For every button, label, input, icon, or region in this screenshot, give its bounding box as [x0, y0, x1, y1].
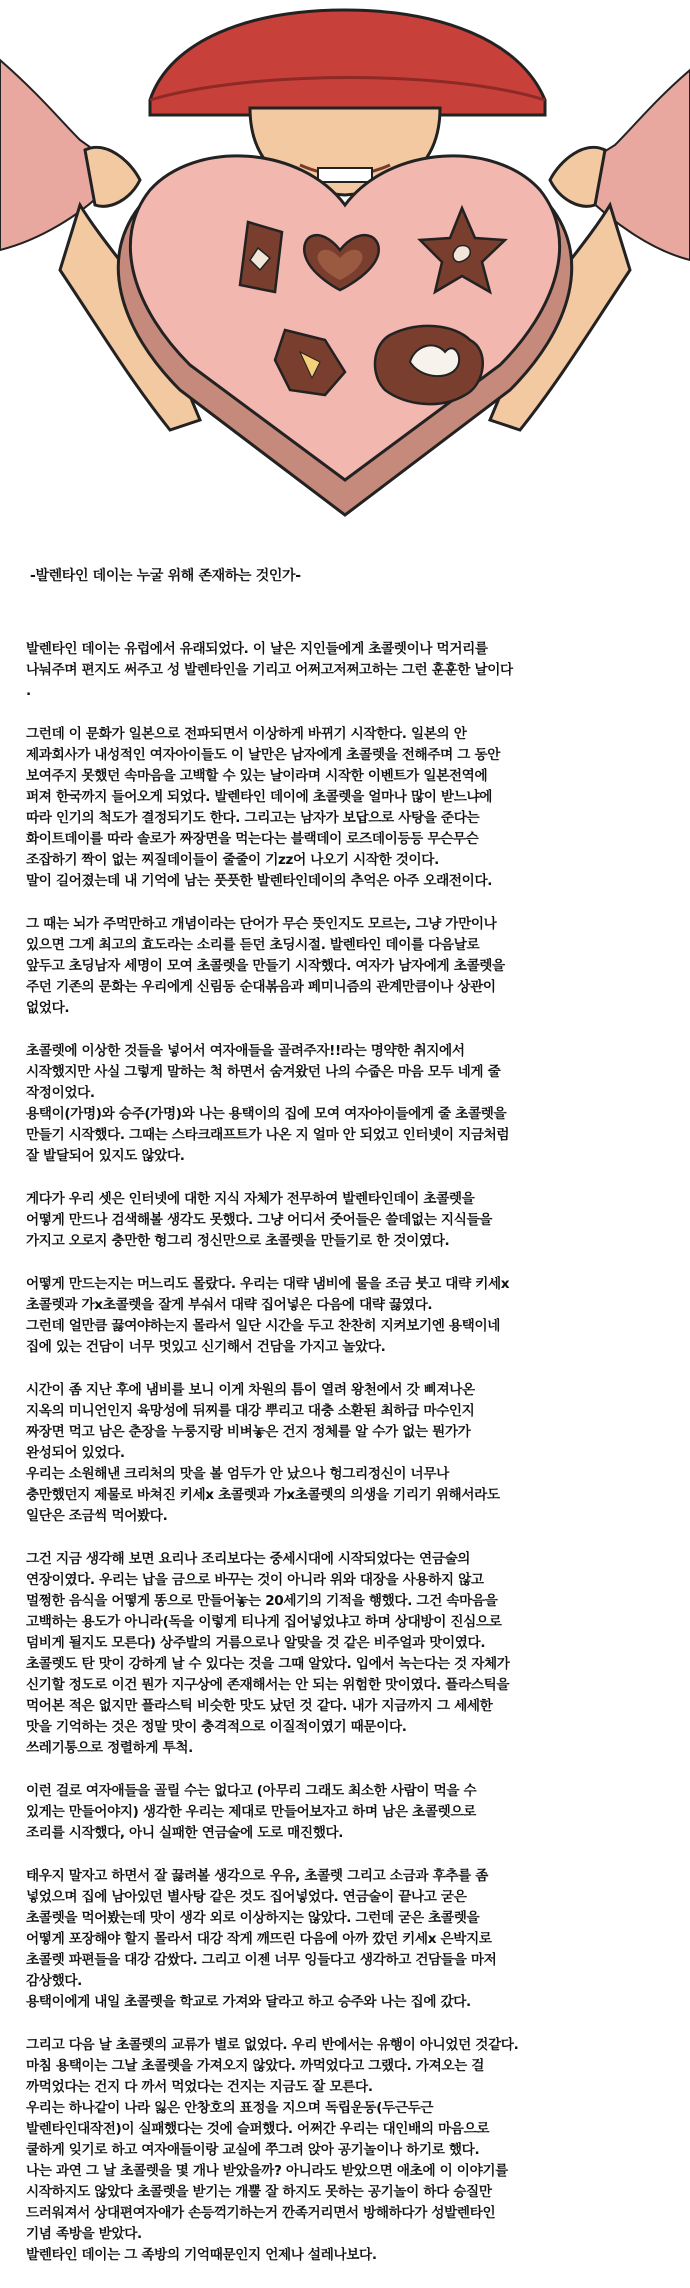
article [26, 566, 666, 2288]
valentine-chocolate-box-illustration [0, 0, 690, 520]
heart-box-icon [118, 156, 571, 515]
paragraph-1: 발렌타인 데이는 유럽에서 유래되었다. 이 날은 지인들에게 초콜렛이나 먹거리를 나눠주며 편지도 써주고 성 발렌타인을 기리고 어쩌고저쩌고하는 그런 훈훈한 날이다 . [26, 641, 513, 699]
paragraph-11: 그리고 다음 날 초콜렛의 교류가 별로 없었다. 우리 반에서는 유행이 아니었던 것같다. 마침 용택이는 그날 초콜렛을 가져오지 않았다. 까먹었다고 그랬다. 가져오는 걸 까먹었다는 건지 다 까서 먹었다는 건지는 지금도 잘 모른다. 우리는 하나같이 나라 잃은 안창호의 표정을 지으며 독립운동(두근두근 발렌타인대작전)이 실패했다는 것에 슬퍼했다. 어쩌간 우리는 대인배의 마음으로 쿨하게 잊기로 하고 여자애들이랑 교실에 쭈그려 앉아 공기놀이나 하기로 했다. 나는 과연 그 날 초콜렛을 몇 개나 받았을까? 아니라도 받았으면 애초에 이 이야기를 시작하지도 않았다 초콜렛을 받기는 개뿔 잘 하지도 못하는 공기놀이 하다 승질만 드러워져서 상대편여자애가 손등꺽기하는거 깐족거리면서 방해하다가 성발렌타인 기념 족방을 받았다. 발렌타인 데이는 그 족방의 기억때문인지 언제나 설레나보다. [26, 2037, 519, 2263]
paragraph-2: 그런데 이 문화가 일본으로 전파되면서 이상하게 바뀌기 시작한다. 일본의 안 제과회사가 내성적인 여자아이들도 이 날만은 남자에게 초콜렛을 전해주며 그 동안 보여주지 못했던 속마음을 고백할 수 있는 날이라며 시작한 이벤트가 일본전역에 퍼져 한국까지 들어오게 되었다. 발렌타인 데이에 초콜렛을 얼마나 많이 받느냐에 따라 인기의 척도가 결정되기도 한다. 그리고는 남자가 보답으로 사탕을 준다는 화이트데이를 따라 솔로가 짜장면을 먹는다는 블랙데이 로즈데이등등 무슨무슨 조잡하기 짝이 없는 찌질데이들이 줄줄이 기zz어 나오기 시작한 것이다. 말이 길어졌는데 내 기억에 남는 풋풋한 발렌타인데이의 추억은 아주 오래전이다. [26, 726, 501, 889]
paragraph-9: 이런 걸로 여자애들을 골릴 수는 없다고 (아무리 그래도 최소한 사람이 먹을 수 있게는 만들어야지) 생각한 우리는 제대로 만들어보자고 하며 남은 초콜렛으로 조리를 시작했다, 아니 실패한 연금술에 도로 매진했다. [26, 1783, 477, 1841]
red-cap-icon [150, 10, 545, 115]
paragraph-4: 초콜렛에 이상한 것들을 넣어서 여자애들을 골려주자!!라는 명약한 취지에서 시작했지만 사실 그렇게 말하는 척 하면서 숨겨왔던 나의 수줍은 마음 모두 네게 줄 작정이었다. 용택이(가명)와 승주(가명)와 나는 용택이의 집에 모여 여자아이들에게 줄 초콜렛을 만들기 시작했다. 그때는 스타크래프트가 나온 지 얼마 안 되었고 인터넷이 지금처럼 잘 발달되어 있지도 않았다. [26, 1043, 510, 1164]
paragraph-5: 게다가 우리 셋은 인터넷에 대한 지식 자체가 전무하여 발렌타인데이 초콜렛을 어떻게 만드나 검색해볼 생각도 못했다. 그냥 어디서 줏어들은 쓸데없는 지식들을 가지고 오로지 충만한 헝그리 정신만으로 초콜렛을 만들기로 한 것이였다. [26, 1191, 493, 1249]
paragraph-8: 그건 지금 생각해 보면 요리나 조리보다는 중세시대에 시작되었다는 연금술의 연장이였다. 우리는 납을 금으로 바꾸는 것이 아니라 위와 대장을 사용하지 않고 멀쩡한 음식을 어떻게 똥으로 만들어놓는 20세기의 기적을 행했다. 그건 속마음을 고백하는 용도가 아니라(독을 이렇게 티나게 집어넣었냐고 하며 상대방이 진심으로 덤비게 될지도 모른다) 상주발의 거름으로나 알맞을 것 같은 비주얼과 맛이였다. 초콜렛도 탄 맛이 강하게 날 수 있다는 것을 그때 알았다. 입에서 녹는다는 것 자체가 신기할 정도로 이건 뭔가 지구상에 존재해서는 안 되는 위험한 맛이였다. 플라스틱을 먹어본 적은 없지만 플라스틱 비슷한 맛도 났던 것 같다. 내가 지금까지 그 세세한 맛을 기억하는 것은 정말 맛이 충격적으로 이질적이였기 때문이다. 쓰레기통으로 정렬하게 투척. [26, 1551, 510, 1756]
paragraph-6: 어떻게 만드는지는 머느리도 몰랐다. 우리는 대략 냄비에 물을 조금 붓고 대략 키세x 초콜렛과 가x초콜렛을 잘게 부숴서 대략 집어넣은 다음에 대략 끓였다. 그런데 얼만큼 끓여야하는지 몰라서 일단 시간을 두고 찬찬히 지켜보기엔 용택이네 집에 있는 건담이 너무 멋있고 신기해서 건담을 가지고 놀았다. [26, 1276, 510, 1355]
paragraph-10: 태우지 말자고 하면서 잘 끓려볼 생각으로 우유, 초콜렛 그리고 소금과 후추를 좀 넣었으며 집에 남아있던 별사탕 같은 것도 집어넣었다. 연금술이 끝나고 굳은 초콜렛을 먹어봤는데 맛이 생각 외로 이상하지는 않았다. 그런데 굳은 초콜렛을 어떻게 포장해야 할지 몰라서 대강 작게 깨뜨린 다음에 아까 깠던 키세x 은박지로 초콜렛 파편들을 대강 감쌌다. 그리고 이젠 너무 잉들다고 생각하고 건담들을 마저 감상했다. 용택이에게 내일 초콜렛을 학교로 가져와 달라고 하고 승주와 나는 집에 갔다. [26, 1868, 497, 2010]
article-subtitle: -발렌타인 데이는 누굴 위해 존재하는 것인가- [30, 568, 301, 584]
paragraph-3: 그 때는 뇌가 주먹만하고 개념이라는 단어가 무슨 뜻인지도 모르는, 그냥 가만이나 있으면 그게 최고의 효도라는 소리를 듣던 초딩시절. 발렌타인 데이를 다음날로 앞두고 초딩남자 세명이 모여 초콜렛을 만들기 시작했다. 여자가 남자에게 초콜렛을 주던 기존의 문화는 우리에게 신림동 순대볶음과 페미니즘의 관계만큼이나 상관이 없었다. [26, 916, 505, 1016]
paragraph-7: 시간이 좀 지난 후에 냄비를 보니 이게 차원의 틈이 열려 왕천에서 갓 삐져나온 지옥의 미니언인지 육망성에 뒤찌를 대강 뿌리고 대충 소환된 최하급 마수인지 짜장면 먹고 남은 춘장을 누룽지랑 비벼놓은 건지 정체를 알 수가 없는 뭔가가 완성되어 있었다. 우리는 소원해낸 크리처의 맛을 볼 엄두가 안 났으나 헝그리정신이 너무나 충만했던지 제물로 바쳐진 키세x 초콜렛과 가x초콜렛의 의생을 기리기 위해서라도 일단은 조금씩 먹어봤다. [26, 1382, 500, 1524]
